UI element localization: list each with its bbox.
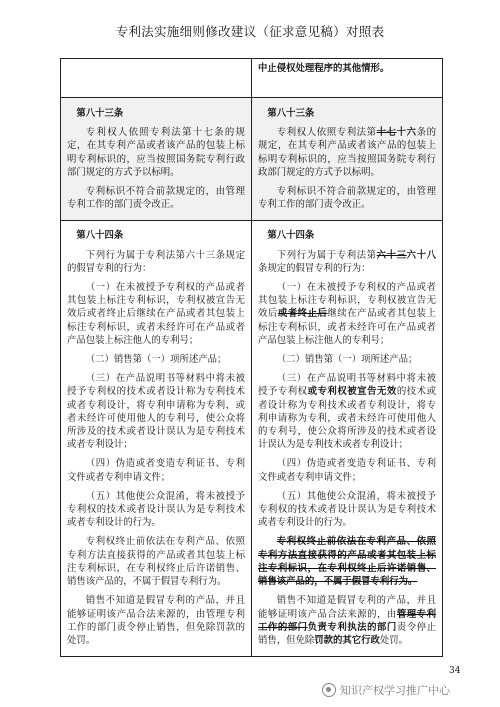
table-row (61, 59, 443, 98)
inserted-text: 罚款的其它行政 (314, 634, 380, 646)
art84-left-p6: 专利权终止前依法在专利产品、依照专利方法直接获得的产品或者其包装上标注专利标识，在专利权终止后许诺销售、销售该产品的，不属于假冒专利行为。 (67, 536, 245, 588)
art84-left-title: 第八十四条 (76, 230, 124, 242)
art83-left-title: 第八十三条 (76, 108, 124, 119)
deleted-text: 专利权终止前依法在专利产品、依照专利方法直接获得的产品或者其包装上标注专利标识，在专利权终止后许诺销售、销售该产品的，不属于假冒专利行为。 (258, 536, 436, 588)
art84-left-intro: 下列行为属于专利法第六十三条规定的假冒专利的行为： (67, 249, 245, 274)
art84-right-item5: （五）其他使公众混淆，将未被授予专利权的技术或者设计误认为是专利技术或者专利设计的行为。 (258, 490, 436, 529)
art83-left-cell (61, 98, 252, 221)
row0-right-cell (252, 59, 443, 98)
art84-left-item1: （一）在未被授予专利权的产品或者其包装上标注专利标识，专利权被宣告无效后或者终止后继续在产品或者其包装上标注专利标识，或者未经许可在产品或者产品包装上标注他人的专利号； (67, 282, 245, 346)
art84-right-p6 (258, 535, 436, 588)
art84-right-title: 第八十四条 (267, 230, 315, 242)
art84-right-item4: （四）伪造或者变造专利证书、专利文件或者专利申请文件； (258, 458, 436, 483)
art84-left-item2: （二）销售第（一）项所述产品； (85, 354, 227, 366)
wechat-logo-icon (322, 683, 336, 697)
table-row-article-83 (61, 98, 443, 221)
art83-left-p1: 专利权人依照专利法第十七条的规定，在其专利产品或者该产品的包装上标明专利标识的，应当按照国务院专利行政部门规定的方式予以标明。 (67, 127, 245, 178)
art84-right-cell (252, 221, 443, 657)
art84-right-item2: （二）销售第（一）项所述产品； (276, 354, 418, 366)
watermark (322, 682, 450, 698)
art84-right-item3: （三）在产品说明书等材料中将未被授予专利权或专利权被宣告无效的技术或者设计称为专利技术或者专利设计，将专利申请称为专利，或者未经许可使用他人的专利号，使公众将所涉及的技术或者设计误认为是专利技术或者专利设计； (258, 373, 436, 451)
art83-right-p2: 专利标识不符合前款规定的，由管理专利工作的部门责令改正。 (258, 186, 436, 211)
row0-left-cell (61, 59, 252, 98)
inserted-text: 负责专利执法的部门 (307, 621, 397, 633)
art84-left-item3: （三）在产品说明书等材料中将未被授予专利权的技术或者设计称为专利技术或者专利设计，将专利申请称为专利，或者未经许可使用他人的专利号，使公众将所涉及的技术或者设计误认为是专利技术或者专利设计； (67, 373, 245, 451)
deleted-text: 六十三 (376, 249, 407, 261)
comparison-table (60, 58, 443, 657)
watermark-text: 知识产权学习推广中心 (340, 684, 450, 697)
inserted-text: 六十八 (406, 249, 436, 261)
art83-right-cell (252, 98, 443, 221)
table-row-article-84 (61, 221, 443, 657)
art84-left-cell (61, 221, 252, 657)
inserted-text: 或专利权被宣告无效 (307, 386, 397, 398)
art84-right-item1: （一）在未被授予专利权的产品或者其包装上标注专利标识，专利权被宣告无效后或者终止后继续在产品或者其包装上标注专利标识，或者未经许可在产品或者产品包装上标注他人的专利号； (258, 282, 436, 346)
art84-left-p7: 销售不知道是假冒专利的产品，并且能够证明该产品合法来源的，由管理专利工作的部门责令停止销售，但免除罚款的处罚。 (67, 595, 245, 646)
page-header: 专利法实施细则修改建议（征求意见稿）对照表 (115, 24, 385, 39)
art83-left-p2: 专利标识不符合前款规定的，由管理专利工作的部门责令改正。 (67, 186, 245, 211)
deleted-text: 管理专利工作的部门 (258, 608, 436, 633)
art84-right-intro: 下列行为属于专利法第六十三六十八条规定的假冒专利的行为： (258, 249, 436, 274)
art84-right-p7: 销售不知道是假冒专利的产品，并且能够证明该产品合法来源的，由管理专利工作的部门负责专利执法的部门责令停止销售，但免除罚款的其它行政处罚。 (258, 595, 436, 646)
art83-right-title: 第八十三条 (267, 108, 315, 119)
row0-right-text: 中止侵权处理程序的其他情形。 (258, 63, 390, 74)
deleted-text: 十七 (376, 127, 397, 139)
inserted-text: 十六 (396, 127, 417, 139)
art84-left-item4: （四）伪造或者变造专利证书、专利文件或者专利申请文件； (67, 458, 245, 483)
art83-right-p1: 专利权人依照专利法第十七十六条的规定，在其专利产品或者该产品的包装上标明专利标识的，应当按照国务院专利行政部门规定的方式予以标明。 (258, 127, 436, 178)
page-number: 34 (449, 666, 461, 676)
art84-left-item5: （五）其他使公众混淆，将未被授予专利权的技术或者设计误认为是专利技术或者专利设计的行为。 (67, 490, 245, 529)
deleted-text: 或者终止后 (277, 308, 328, 320)
